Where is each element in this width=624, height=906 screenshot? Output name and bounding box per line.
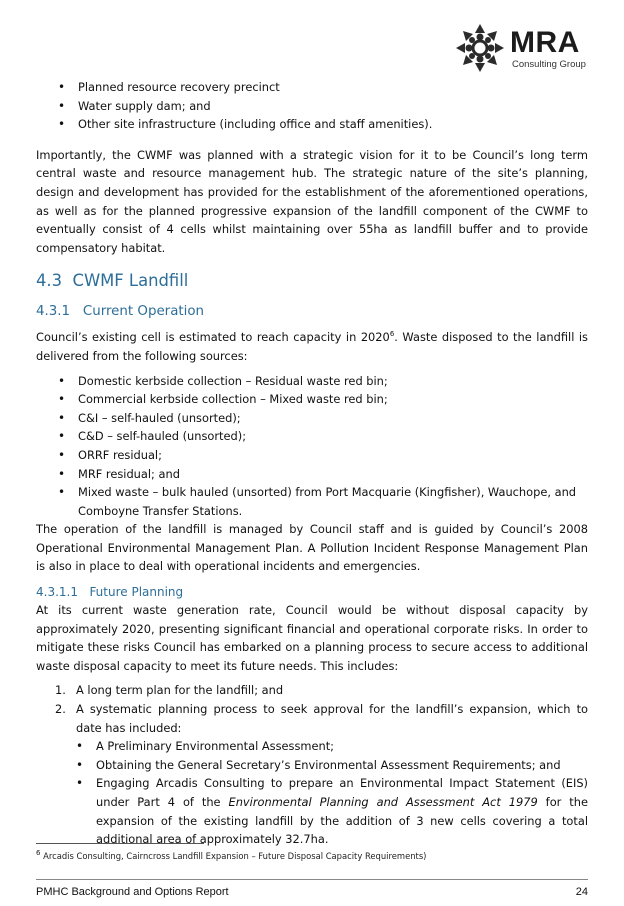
subsection-heading — [36, 301, 588, 323]
numbered-list — [36, 681, 588, 737]
subsection-title: Current Operation — [82, 304, 205, 320]
list-item: • MRF residual; and — [36, 465, 588, 484]
list-item: • ORRF residual; — [36, 446, 588, 465]
list-item: • Domestic kerbside collection – Residual waste red bin; — [36, 372, 588, 391]
section-heading — [36, 269, 588, 293]
list-item-text: A long term plan for the landfill; and — [76, 683, 284, 698]
list-item: • C&I – self-hauled (unsorted); — [36, 409, 588, 428]
list-item: • A Preliminary Environmental Assessment; — [36, 737, 588, 756]
sub-bullet-list — [36, 737, 588, 849]
paragraph-operation: The operation of the landfill is managed by Council staff and is guided by Council’s 2008 Operational Environmental Management Plan. A Pollution Incident Response Management Plan is also in place to deal with operational incidents and emergencies. — [36, 522, 588, 574]
list-item: • Other site infrastructure (including office and staff amenities). — [36, 115, 588, 134]
subsection-number: 4.3.1 — [36, 304, 71, 320]
intro-bullet-list — [36, 78, 588, 134]
paragraph-future-planning: At its current waste generation rate, Council would be without disposal capacity by approximately 2020, presenting significant financial and operational corporate risks. In order to mitigate these risks Council has embarked on a planning process to secure access to additional waste disposal capacity to meet its future needs. This includes: — [36, 603, 588, 673]
capacity-text-cont: . Waste disposed to the landfill is delivered from the following sources: — [36, 330, 588, 363]
footnote — [36, 851, 426, 861]
footnote-mark: 6 — [36, 849, 41, 858]
logo-subtitle: Consulting Group — [512, 59, 586, 70]
capacity-text: Council’s existing cell is estimated to reach capacity in 2020 — [36, 330, 390, 345]
footnote-divider — [36, 843, 204, 844]
main-content — [36, 78, 588, 849]
footer-divider — [36, 879, 588, 880]
list-item — [36, 774, 588, 848]
section-number: 4.3 — [36, 271, 63, 291]
list-item-text: Engaging Arcadis Consulting to prepare an Environmental Impact Statement (EIS) under Part 4 of the — [96, 776, 588, 809]
list-item: • Water supply dam; and — [36, 97, 588, 116]
page-number: 24 — [575, 886, 588, 898]
subsubsection-title: Future Planning — [89, 585, 184, 600]
paragraph-capacity — [36, 328, 588, 365]
footnote-reference: 6 — [389, 330, 395, 339]
mra-emblem-icon — [452, 20, 508, 76]
list-item — [36, 681, 588, 700]
logo-brand: MRA — [510, 26, 580, 59]
list-item-text: A systematic planning process to seek approval for the landfill’s expansion, which to date has included: — [76, 702, 588, 735]
act-title: Environmental Planning and Assessment Act 1979 — [228, 795, 538, 809]
list-item: • Commercial kerbside collection – Mixed waste red bin; — [36, 390, 588, 409]
list-item: • C&D – self-hauled (unsorted); — [36, 427, 588, 446]
subsubsection-number: 4.3.1.1 — [36, 585, 78, 600]
list-item — [36, 700, 588, 737]
list-number: 2. — [55, 702, 66, 717]
mra-logo — [452, 20, 612, 80]
list-item: • Obtaining the General Secretary’s Environmental Assessment Requirements; and — [36, 756, 588, 775]
section-title: CWMF Landfill — [72, 271, 189, 291]
subsubsection-heading — [36, 583, 588, 601]
page-footer — [36, 886, 588, 898]
footer-title: PMHC Background and Options Report — [36, 886, 229, 898]
list-item: • Mixed waste – bulk hauled (unsorted) from Port Macquarie (Kingfisher), Wauchope, and Comboyne Transfer Stations. — [36, 483, 588, 520]
list-number: 1. — [55, 683, 66, 698]
paragraph-strategic: Importantly, the CWMF was planned with a strategic vision for it to be Council’s long term central waste and resource management hub. The strategic nature of the site’s planning, design and development has provided for the establishment of the aforementioned operations, as well as for the planned progressive expansion of the landfill component of the CWMF to eventually consist of 4 cells whilst maintaining over 55ha as landfill buffer and to provide compensatory habitat. — [36, 147, 588, 255]
list-item-text-cont: for the expansion of the existing landfill by the addition of 3 new cells covering a total additional area of approximately 32.7ha. — [96, 795, 588, 847]
sources-bullet-list — [36, 372, 588, 521]
list-item: • Planned resource recovery precinct — [36, 78, 588, 97]
footnote-text: Arcadis Consulting, Cairncross Landfill Expansion – Future Disposal Capacity Requirements) — [40, 851, 427, 861]
